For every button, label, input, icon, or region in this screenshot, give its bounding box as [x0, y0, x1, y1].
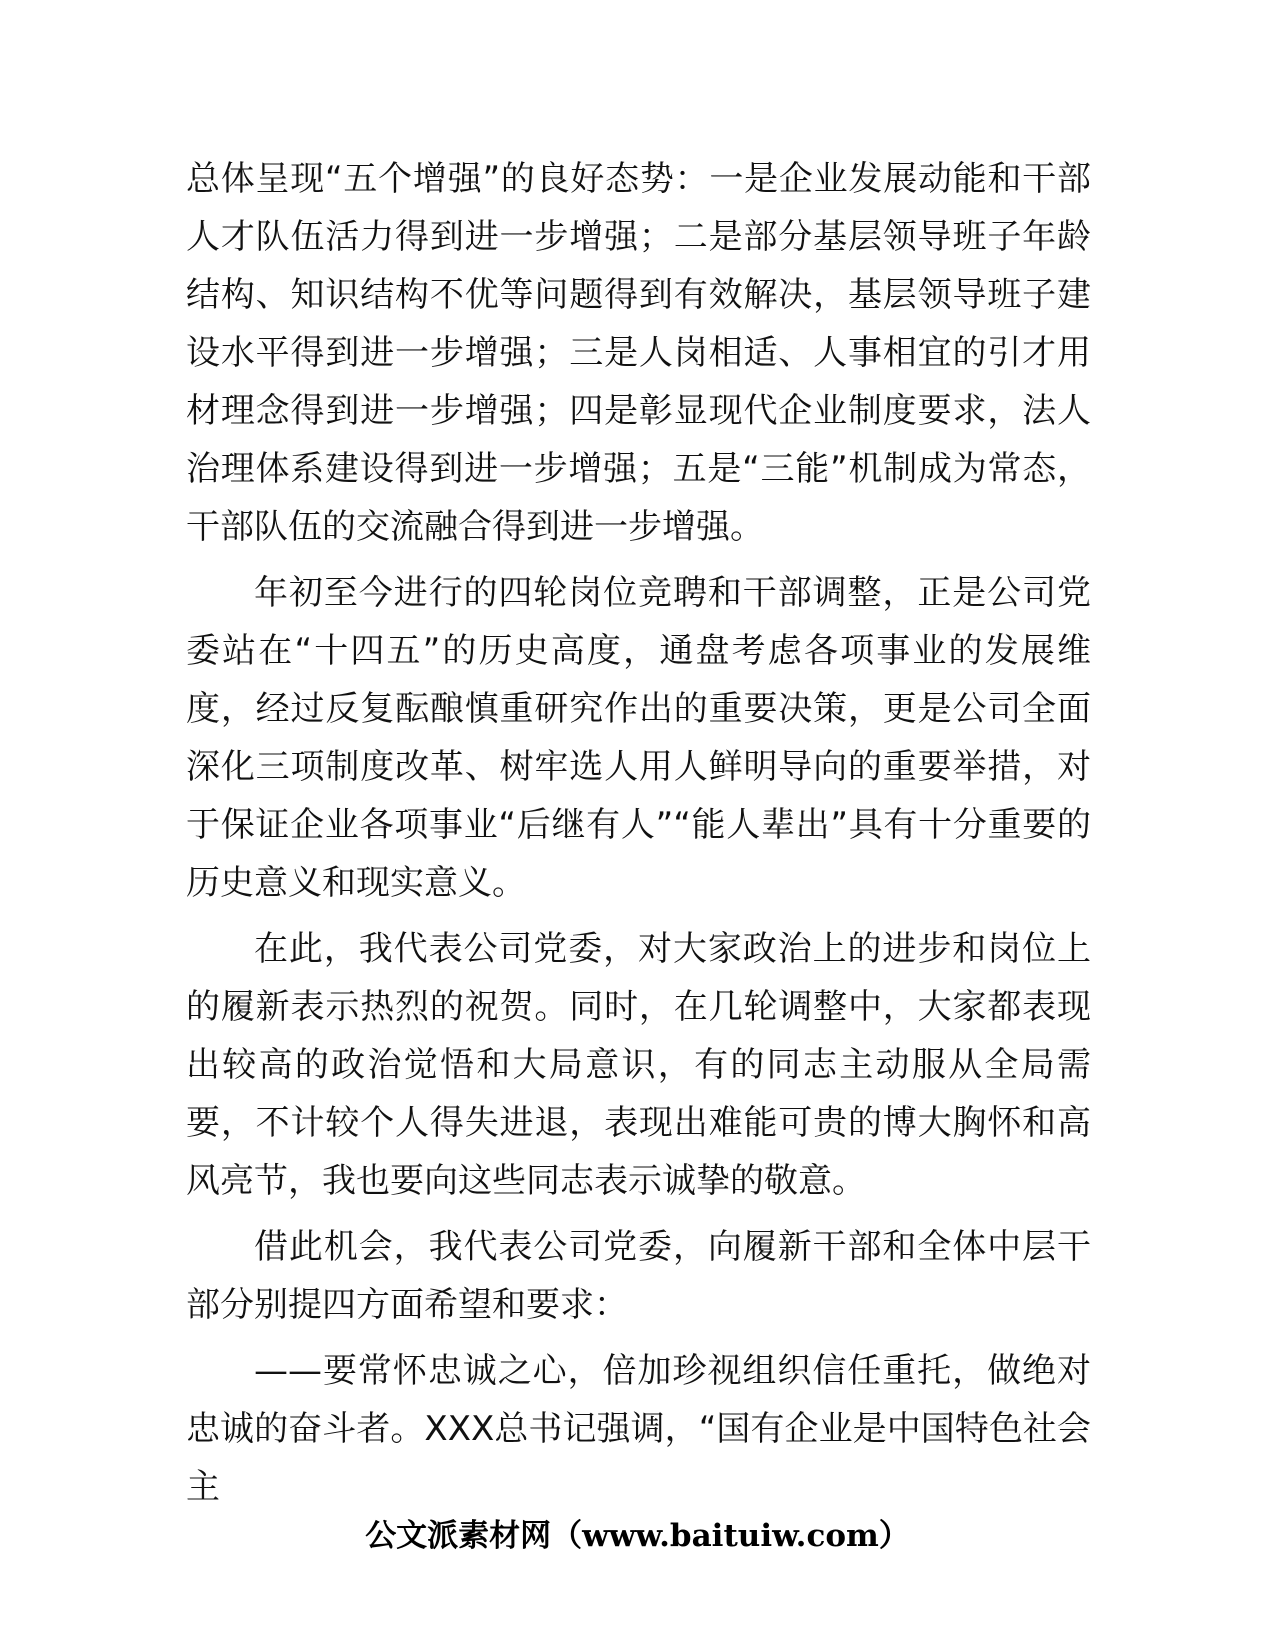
paragraph-4: 借此机会，我代表公司党委，向履新干部和全体中层干部分别提四方面希望和要求： — [186, 1227, 1091, 1325]
document-body — [186, 150, 1091, 1524]
paragraph-5: ——要常怀忠诚之心，倍加珍视组织信任重托，做绝对忠诚的奋斗者。XXX总书记强调，“国有企业是中国特色社会主 — [186, 1351, 1091, 1507]
paragraph-3: 在此，我代表公司党委，对大家政治上的进步和岗位上的履新表示热烈的祝贺。同时，在几轮调整中，大家都表现出较高的政治觉悟和大局意识，有的同志主动服从全局需要，不计较个人得失进退，表现出难能可贵的博大胸怀和高风亮节，我也要向这些同志表示诚挚的敬意。 — [186, 929, 1091, 1201]
footer-watermark: 公文派素材网（www.baituiw.com） — [365, 1518, 910, 1554]
paragraph-2: 年初至今进行的四轮岗位竞聘和干部调整，正是公司党委站在“十四五”的历史高度，通盘考虑各项事业的发展维度，经过反复酝酿慎重研究作出的重要决策，更是公司全面深化三项制度改革、树牢选人用人鲜明导向的重要举措，对于保证企业各项事业“后继有人”“能人辈出”具有十分重要的历史意义和现实意义。 — [186, 573, 1091, 903]
paragraph-1: 总体呈现“五个增强”的良好态势：一是企业发展动能和干部人才队伍活力得到进一步增强；二是部分基层领导班子年龄结构、知识结构不优等问题得到有效解决，基层领导班子建设水平得到进一步增强；三是人岗相适、人事相宜的引才用材理念得到进一步增强；四是彰显现代企业制度要求，法人治理体系建设得到进一步增强；五是“三能”机制成为常态，干部队伍的交流融合得到进一步增强。 — [186, 159, 1091, 547]
